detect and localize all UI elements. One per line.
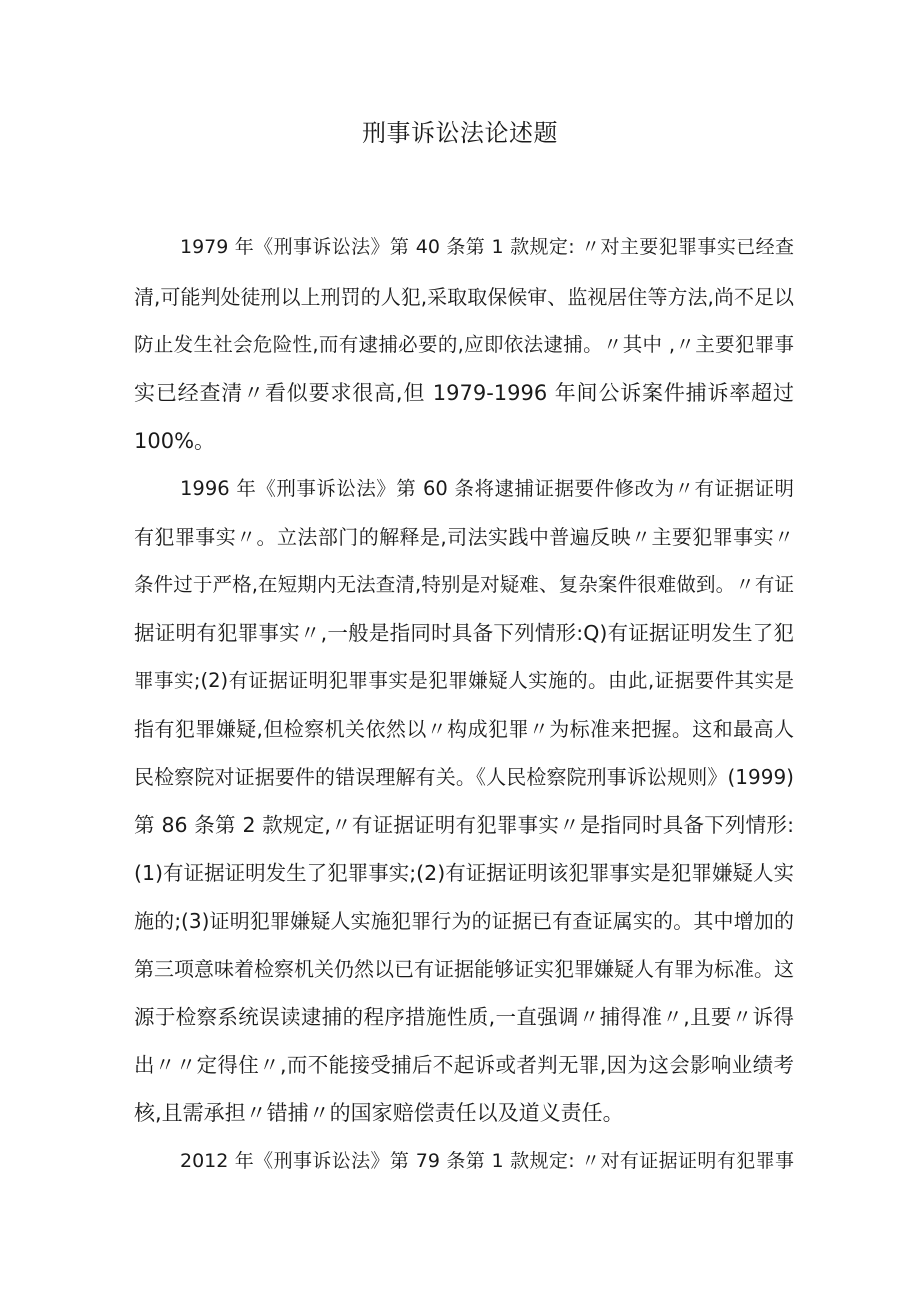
paragraph-2-line-2: 有犯罪事实〃。立法部门的解释是,司法实践中普遍反映〃主要犯罪事实〃 [134, 525, 794, 549]
paragraph-3-line-1: 2012 年《刑事诉讼法》第 79 条第 1 款规定: 〃对有证据证明有犯罪事 [180, 1150, 794, 1172]
paragraph-2-line-4: 据证明有犯罪事实〃,一般是指同时具备下列情形:Q)有证据证明发生了犯 [134, 621, 794, 645]
paragraph-2-line-11: 第三项意味着检察机关仍然以已有证据能够证实犯罪嫌疑人有罪为标准。这 [134, 957, 794, 981]
paragraph-2-line-12: 源于检察系统误读逮捕的程序措施性质,一直强调〃捕得准〃,且要〃诉得 [134, 1005, 794, 1029]
paragraph-2-line-13: 出〃〃定得住〃,而不能接受捕后不起诉或者判无罪,因为这会影响业绩考 [134, 1053, 794, 1077]
paragraph-1-line-3: 防止发生社会危险性,而有逮捕必要的,应即依法逮捕。〃其中 ,〃主要犯罪事 [134, 333, 794, 356]
document-title: 刑事诉讼法论述题 [362, 119, 558, 147]
paragraph-2-line-6: 指有犯罪嫌疑,但检察机关依然以〃构成犯罪〃为标准来把握。这和最高人 [134, 717, 794, 741]
paragraph-1-line-2: 清,可能判处徒刑以上刑罚的人犯,采取取保候审、监视居住等方法,尚不足以 [134, 285, 794, 309]
paragraph-2-line-9: (1)有证据证明发生了犯罪事实;(2)有证据证明该犯罪事实是犯罪嫌疑人实 [134, 861, 794, 885]
paragraph-2-line-1: 1996 年《刑事诉讼法》第 60 条将逮捕证据要件修改为〃有证据证明 [180, 477, 794, 500]
paragraph-2-line-8: 第 86 条第 2 款规定,〃有证据证明有犯罪事实〃是指同时具备下列情形: [134, 813, 794, 837]
paragraph-1-line-4: 实已经查清〃看似要求很高,但 1979-1996 年间公诉案件捕诉率超过 [134, 381, 794, 405]
paragraph-2-line-10: 施的;(3)证明犯罪嫌疑人实施犯罪行为的证据已有查证属实的。其中增加的 [134, 909, 794, 933]
paragraph-2-line-7: 民检察院对证据要件的错误理解有关。《人民检察院刑事诉讼规则》(1999) [134, 765, 794, 789]
paragraph-2-line-14: 核,且需承担〃错捕〃的国家赔偿责任以及道义责任。 [134, 1101, 624, 1125]
paragraph-2-line-3: 条件过于严格,在短期内无法查清,特别是对疑难、复杂案件很难做到。〃有证 [134, 573, 794, 596]
paragraph-1-line-5: 100%。 [134, 429, 216, 453]
paragraph-1-line-1: 1979 年《刑事诉讼法》第 40 条第 1 款规定: 〃对主要犯罪事实已经查 [180, 236, 794, 258]
paragraph-2-line-5: 罪事实;(2)有证据证明犯罪事实是犯罪嫌疑人实施的。由此,证据要件其实是 [134, 669, 794, 692]
